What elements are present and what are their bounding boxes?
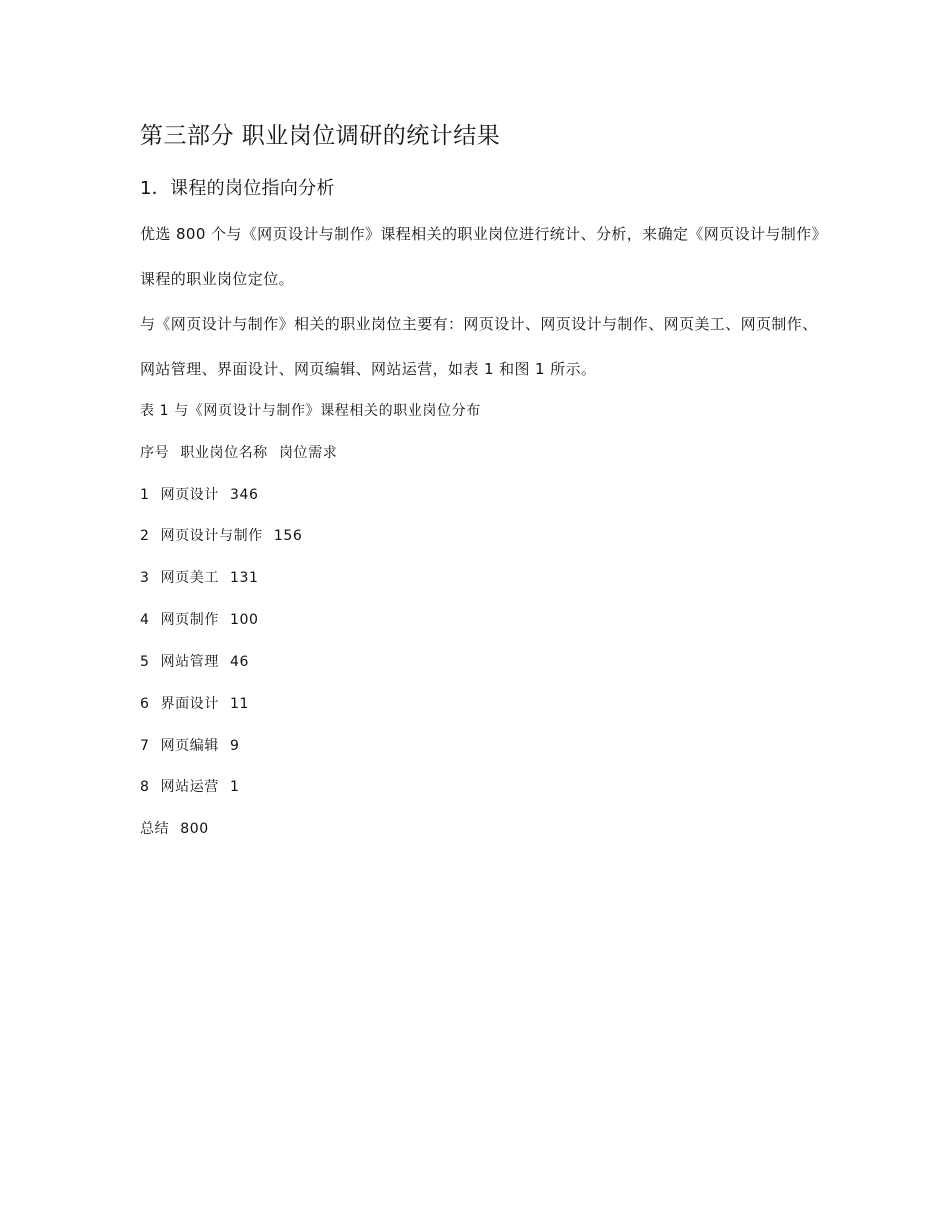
total-value: 800 — [180, 821, 209, 837]
row-index: 6 — [140, 696, 150, 712]
table-header-row — [140, 442, 337, 464]
row-demand: 346 — [230, 487, 259, 503]
paragraph-1: 优选 800 个与《网页设计与制作》课程相关的职业岗位进行统计、分析，来确定《网页设计与制作》课程的职业岗位定位。 — [140, 225, 827, 288]
row-demand: 156 — [273, 528, 303, 544]
row-index: 1 — [140, 487, 150, 503]
row-job-name: 网页设计 — [160, 487, 219, 503]
row-index: 2 — [140, 528, 150, 544]
row-demand: 9 — [230, 738, 240, 754]
table-row — [140, 693, 249, 715]
table-row — [140, 525, 302, 547]
row-job-name: 网页编辑 — [160, 738, 219, 754]
table-row — [140, 609, 259, 631]
row-demand: 1 — [230, 779, 240, 795]
row-job-name: 网页制作 — [160, 612, 219, 628]
row-index: 3 — [140, 570, 150, 586]
table-caption: 表 1 与《网页设计与制作》课程相关的职业岗位分布 — [140, 403, 481, 419]
table-header-demand: 岗位需求 — [278, 445, 338, 461]
row-index: 7 — [140, 738, 150, 754]
table-row — [140, 651, 249, 673]
row-index: 5 — [140, 654, 150, 670]
row-job-name: 网站运营 — [160, 779, 219, 795]
table-row — [140, 484, 259, 506]
table-row — [140, 776, 240, 798]
page-title: 第三部分 职业岗位调研的统计结果 — [140, 123, 501, 149]
row-demand: 11 — [230, 696, 250, 712]
row-demand: 131 — [230, 570, 259, 586]
row-index: 8 — [140, 779, 150, 795]
table-total-row — [140, 818, 209, 840]
paragraph-2: 与《网页设计与制作》相关的职业岗位主要有：网页设计、网页设计与制作、网页美工、网页制作、网站管理、界面设计、网页编辑、网站运营，如表 1 和图 1 所示。 — [140, 315, 818, 378]
row-job-name: 网站管理 — [160, 654, 219, 670]
table-header-index: 序号 — [140, 445, 170, 461]
row-job-name: 网页设计与制作 — [160, 528, 263, 544]
table-row — [140, 735, 240, 757]
row-demand: 46 — [230, 654, 250, 670]
table-header-name: 职业岗位名称 — [180, 445, 268, 461]
total-label: 总结 — [140, 821, 170, 837]
row-job-name: 界面设计 — [160, 696, 219, 712]
table-row — [140, 567, 259, 589]
section-heading: 1．课程的岗位指向分析 — [140, 178, 335, 199]
row-index: 4 — [140, 612, 150, 628]
row-demand: 100 — [230, 612, 259, 628]
row-job-name: 网页美工 — [160, 570, 219, 586]
